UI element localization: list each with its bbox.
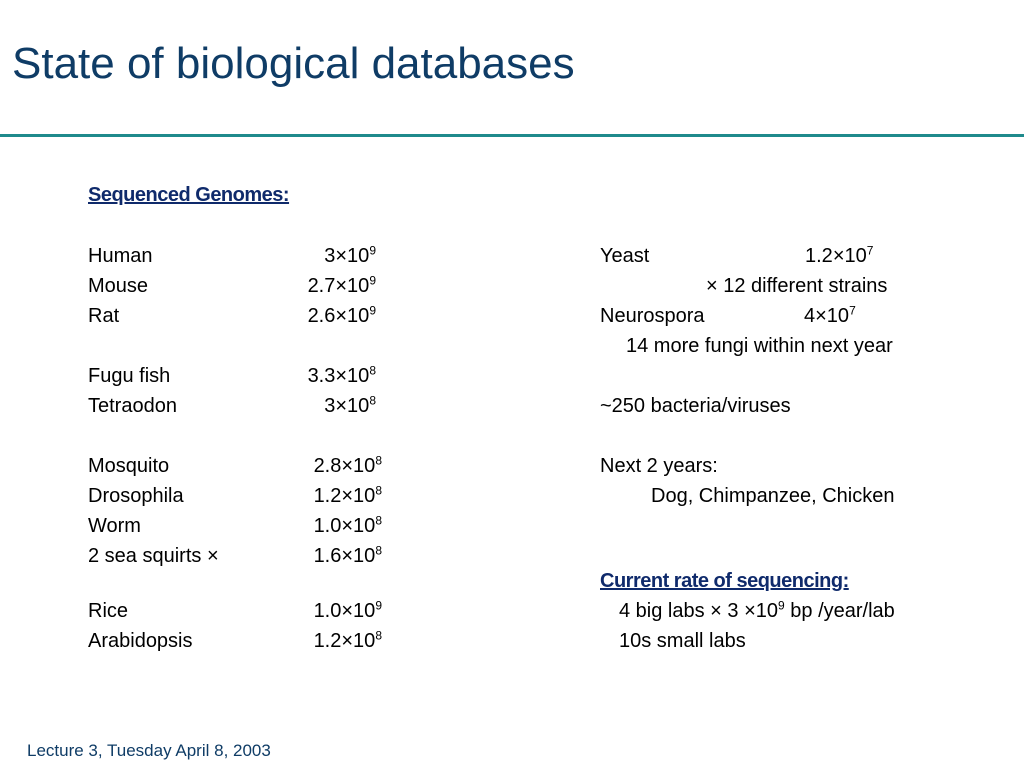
genome-size: $1.0\times 10^9$ [313, 598, 382, 622]
genome-size: $1.2\times 10^8$ [313, 483, 382, 507]
genome-name: Drosophila [88, 485, 184, 507]
genome-name: Mosquito [88, 455, 170, 477]
slide-title: State of biological databases [12, 39, 575, 88]
genome-size: $1.2\times 10^8$ [313, 628, 382, 652]
sequenced-genomes-heading: Sequenced Genomes: [88, 184, 290, 206]
yeast-name: Yeast [600, 245, 650, 267]
genome-size: $1.0\times 10^8$ [313, 513, 382, 537]
small-labs-note: 10s small labs [619, 630, 746, 652]
genome-size: $1.6\times 10^8$ [313, 543, 382, 567]
bacteria-count: ~250 bacteria/viruses [600, 395, 791, 417]
sequencing-rate-heading: Current rate of sequencing: [600, 570, 849, 592]
genome-name: Human [88, 245, 153, 267]
genome-size: $2.7\times 10^9$ [307, 273, 376, 297]
genome-name: Mouse [88, 275, 149, 297]
yeast-strains-note: × 12 different strains [706, 275, 888, 297]
next-years-list: Dog, Chimpanzee, Chicken [651, 485, 895, 507]
genome-size: $3\times 10^9$ [324, 243, 376, 267]
genome-size: $3\times 10^8$ [324, 393, 376, 417]
neurospora-size: $4\times 10^7$ [804, 303, 856, 327]
genome-name: 2 sea squirts × [88, 545, 219, 567]
genome-name: Fugu fish [88, 365, 171, 387]
next-years-label: Next 2 years: [600, 455, 718, 477]
genome-name: Tetraodon [88, 395, 177, 417]
genome-size: $2.8\times 10^8$ [313, 453, 382, 477]
fungi-note: 14 more fungi within next year [626, 335, 893, 357]
genome-size: $3.3\times 10^8$ [307, 363, 376, 387]
genome-name: Worm [88, 515, 141, 537]
footer-lecture-date: Lecture 3, Tuesday April 8, 2003 [27, 741, 271, 760]
yeast-size: $1.2\times 10^7$ [805, 243, 874, 267]
genome-name: Arabidopsis [88, 630, 193, 652]
genome-name: Rice [88, 600, 129, 622]
neurospora-name: Neurospora [600, 305, 705, 327]
big-labs-rate: 4 big labs × $3 \times 10^9$ bp /year/lab [619, 598, 895, 622]
genome-size: $2.6\times 10^9$ [307, 303, 376, 327]
genome-name: Rat [88, 305, 120, 327]
title-divider [0, 134, 1024, 137]
